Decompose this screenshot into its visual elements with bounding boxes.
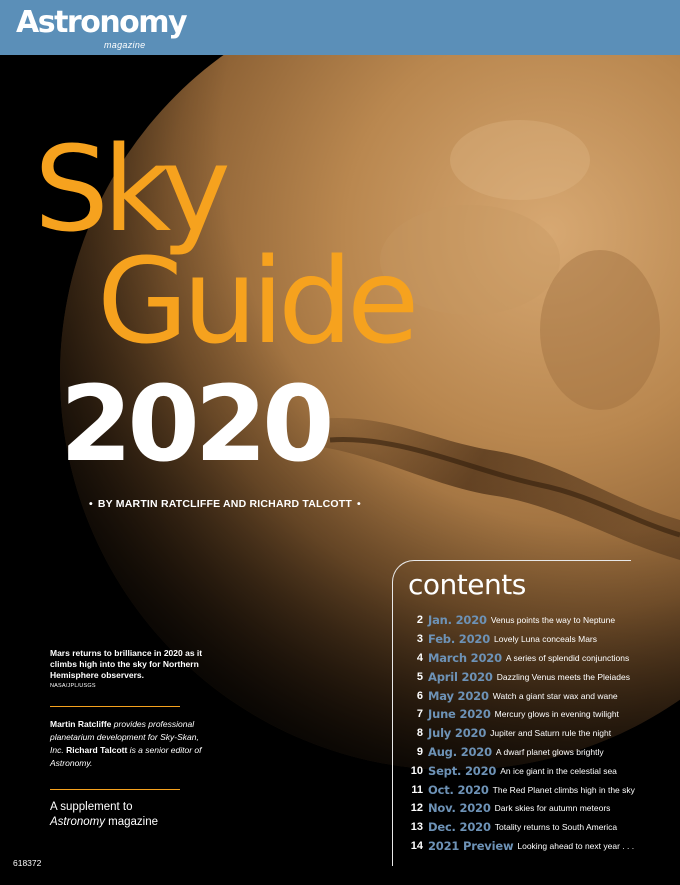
toc-page-number: 4 [416,651,423,664]
toc-description: Watch a giant star wax and wane [492,690,618,701]
issue-code: 618372 [13,858,42,868]
toc-month: Aug. 2020 [428,744,492,759]
title-sky: Sky [34,120,225,258]
toc-description: The Red Planet climbs high in the sky [492,784,635,795]
magazine-name: Astronomy [50,816,105,828]
toc-page-number: 12 [410,802,423,815]
author-bio-text-2: is a senior editor of Astronomy. [50,745,202,768]
toc-page-number: 6 [416,689,423,702]
toc-description: Looking ahead to next year . . . [517,840,635,851]
toc-page-number: 13 [410,821,423,834]
toc-page-number: 8 [416,727,423,740]
toc-month: Jan. 2020 [428,613,487,628]
contents-heading: contents [408,568,526,601]
toc-description: A dwarf planet glows brightly [495,746,604,757]
toc-item[interactable] [403,743,675,762]
toc-description: Lovely Luna conceals Mars [494,634,598,645]
author-bio-text-1: provides professional planetarium development for Sky-Skan, Inc. [50,719,199,755]
divider [50,789,180,790]
toc-description: Dazzling Venus meets the Pleiades [496,671,630,682]
bullet-icon: • [89,498,93,510]
toc-description: Dark skies for autumn meteors [494,803,611,814]
toc-page-number: 3 [416,633,423,646]
divider [50,706,180,707]
toc-item[interactable] [403,705,675,724]
toc-month: June 2020 [428,707,491,722]
toc-item[interactable] [403,686,675,705]
title-year: 2020 [60,363,330,485]
toc-item[interactable] [403,611,675,630]
toc-month: April 2020 [428,669,493,684]
masthead-bar [0,0,680,55]
toc-description: Jupiter and Saturn rule the night [490,728,612,739]
toc-item[interactable] [403,780,675,799]
title-guide: Guide [97,232,414,370]
bullet-icon: • [357,498,361,510]
toc-item[interactable] [403,799,675,818]
image-credit: NASA/JPL/USGS [50,683,96,689]
toc-item[interactable] [403,649,675,668]
toc-month: Dec. 2020 [428,820,491,835]
toc-page-number: 9 [416,745,423,758]
toc-item[interactable] [403,818,675,837]
toc-item[interactable] [403,761,675,780]
logo-subtitle: magazine [104,40,146,50]
toc-month: Nov. 2020 [428,801,491,816]
image-caption: Mars returns to brilliance in 2020 as it climbs high into the sky for Northern Hemisphere observers. [50,648,203,680]
toc-page-number: 11 [411,783,423,796]
toc-month: 2021 Preview [428,838,514,853]
toc-description: Venus points the way to Neptune [490,615,616,626]
toc-description: A series of splendid conjunctions [505,652,630,663]
author-bio [50,718,210,770]
author-name-1: Martin Ratcliffe [50,719,112,729]
toc-page-number: 7 [416,708,423,721]
toc-page-number: 5 [416,670,423,683]
toc-page-number: 10 [410,764,423,777]
table-of-contents [403,611,675,855]
supplement-line-1: A supplement to [50,801,133,813]
toc-month: Feb. 2020 [428,632,491,647]
toc-page-number: 2 [416,614,423,627]
supplement-line-2: Astronomy magazine [50,816,159,828]
toc-month: July 2020 [428,726,487,741]
toc-item[interactable] [403,837,675,856]
toc-month: March 2020 [428,650,502,665]
toc-description: An ice giant in the celestial sea [500,765,617,776]
astronomy-logo: Astronomy [16,5,187,40]
toc-month: May 2020 [428,688,489,703]
toc-description: Totality returns to South America [494,822,618,833]
toc-item[interactable] [403,630,675,649]
supplement-note [50,800,210,830]
byline [84,498,366,510]
byline-text: BY MARTIN RATCLIFFE AND RICHARD TALCOTT [97,498,353,510]
toc-item[interactable] [403,724,675,743]
toc-page-number: 14 [410,839,423,852]
toc-item[interactable] [403,667,675,686]
toc-month: Oct. 2020 [428,782,489,797]
author-name-2: Richard Talcott [66,745,128,755]
toc-description: Mercury glows in evening twilight [494,709,619,720]
toc-month: Sept. 2020 [428,763,497,778]
